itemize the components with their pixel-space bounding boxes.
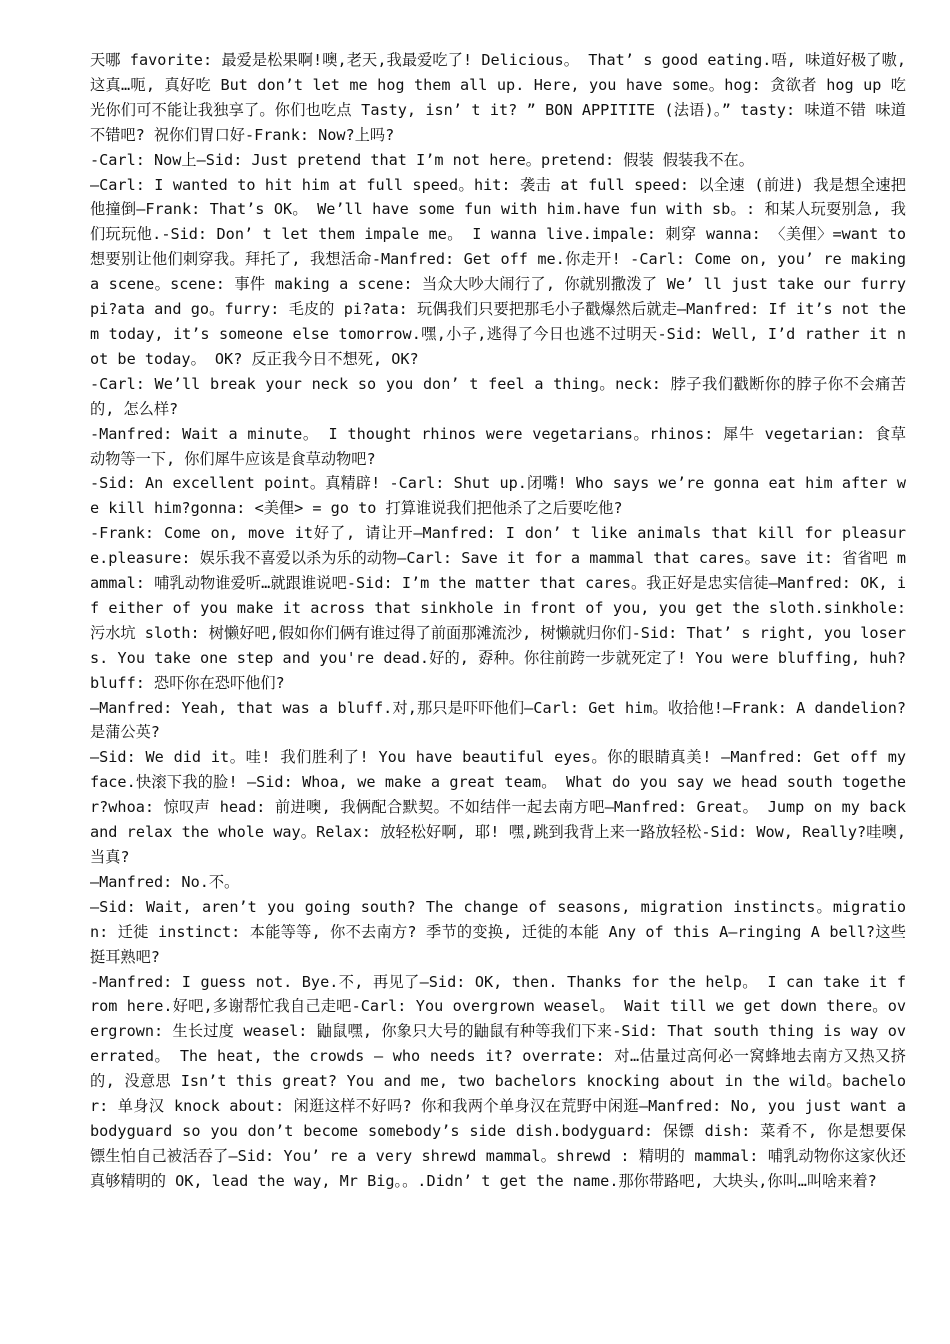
document-body xyxy=(90,48,906,1194)
dialogue-paragraph: —Carl: I wanted to hit him at full speed。hit: 袭击 at full speed: 以全速 (前进) 我是想全速把他撞倒—Frank: That’s OK。 We’ll have some fun with him.have fun with sb。: 和某人玩耍别急, 我们玩玩他.-Sid: Don’ t let them impale me。 I wanna live.impale: 刺穿 wanna: 〈美俚〉=want to 想要别让他们刺穿我。拜托了, 我想活命-Manfred: Get off me.你走开! -Carl: Come on, you’ re making a scene。scene: 事件 making a scene: 当众大吵大闹行了, 你就别撒泼了 We’ ll just take our furry pi?ata and go。furry: 毛皮的 pi?ata: 玩偶我们只要把那毛小子戳爆然后就走—Manfred: If it’s not them today, it’s someone else tomorrow.嘿,小子,逃得了今日也逃不过明天-Sid: Well, I’d rather it not be today。 OK? 反正我今日不想死, OK? xyxy=(90,175,906,368)
dialogue-paragraph: -Frank: Come on, move it好了, 请让开—Manfred: I don’ t like animals that kill for pleasure.pleasure: 娱乐我不喜爱以杀为乐的动物—Carl: Save it for a mammal that cares。save it: 省省吧 mammal: 哺乳动物谁爱听…就跟谁说吧-Sid: I’m the matter that cares。我正好是忠实信徒—Manfred: OK, if either of you make it across that sinkhole in front of you, you get the sloth.sinkhole: 污水坑 sloth: 树懒好吧,假如你们俩有谁过得了前面那滩流沙, 树懒就归你们-Sid: That’ s right, you losers. You take one step and you're dead.好的, 孬种。你往前跨一步就死定了! You were bluffing, huh? bluff: 恐吓你在恐吓他们? xyxy=(90,524,906,692)
dialogue-paragraph: —Sid: Wait, aren’t you going south? The change of seasons, migration instincts。migration: 迁徙 instinct: 本能等等, 你不去南方? 季节的变换, 迁徙的本能 Any of this A—ringing A bell?这些挺耳熟吧? xyxy=(90,897,906,966)
dialogue-paragraph: —Manfred: Yeah, that was a bluff.对,那只是吓吓他们—Carl: Get him。收拾他!—Frank: A dandelion? 是蒲公英? xyxy=(90,698,906,742)
dialogue-paragraph: 天哪 favorite: 最爱是松果啊!噢,老天,我最爱吃了! Delicious。 That’ s good eating.唔, 味道好极了嗷, 这真…呃, 真好吃 But don’t let me hog them all up. Here, you have some。hog: 贪欲者 hog up 吃光你们可不能让我独享了。你们也吃点 Tasty, isn’ t it? ” BON APPITITE (法语)。” tasty: 味道不错 味道不错吧? 祝你们胃口好-Frank: Now?上吗? xyxy=(90,51,906,144)
dialogue-paragraph: —Manfred: No.不。 xyxy=(90,872,240,891)
dialogue-paragraph: -Carl: Now上—Sid: Just pretend that I’m not here。pretend: 假装 假装我不在。 xyxy=(90,150,754,169)
dialogue-paragraph: -Manfred: I guess not. Bye.不, 再见了—Sid: OK, then. Thanks for the help。 I can take it from here.好吧,多谢帮忙我自己走吧-Carl: You overgrown weasel。 Wait till we get down there。overgrown: 生长过度 weasel: 鼬鼠嘿, 你象只大号的鼬鼠有种等我们下来-Sid: That south thing is way overrated。 The heat, the crowds — who needs it? overrate: 对…估量过高何必一窝蜂地去南方又热又挤的, 没意思 Isn’t this great? You and me, two bachelors knocking about in the wild。bachelor: 单身汉 knock about: 闲逛这样不好吗? 你和我两个单身汉在荒野中闲逛—Manfred: No, you just want a bodyguard so you don’t become somebody’s side dish.bodyguard: 保镖 dish: 菜肴不, 你是想要保镖生怕自己被活吞了—Sid: You’ re a very shrewd mammal。shrewd : 精明的 mammal: 哺乳动物你这家伙还真够精明的 OK, lead the way, Mr Big。。.Didn’ t get the name.那你带路吧, 大块头,你叫…叫啥来着? xyxy=(90,972,906,1190)
dialogue-paragraph: -Sid: An excellent point。真精辟! -Carl: Shut up.闭嘴! Who says we’re gonna eat him after we kill him?gonna: <美俚> = go to 打算谁说我们把他杀了之后要吃他? xyxy=(90,474,906,518)
dialogue-paragraph: —Sid: We did it。哇! 我们胜利了! You have beautiful eyes。你的眼睛真美! —Manfred: Get off my face.快滚下我的脸! —Sid: Whoa, we make a great team。 What do you say we head south together?whoa: 惊叹声 head: 前进噢, 我俩配合默契。不如结伴一起去南方吧—Manfred: Great。 Jump on my back and relax the whole way。Relax: 放轻松好啊, 耶! 嘿,跳到我背上来一路放轻松-Sid: Wow, Really?哇噢, 当真? xyxy=(90,748,906,866)
dialogue-paragraph: -Carl: We’ll break your neck so you don’ t feel a thing。neck: 脖子我们戳断你的脖子你不会痛苦的, 怎么样? xyxy=(90,374,906,418)
dialogue-paragraph: -Manfred: Wait a minute。 I thought rhinos were vegetarians。rhinos: 犀牛 vegetarian: 食草动物等一下, 你们犀牛应该是食草动物吧? xyxy=(90,424,906,468)
